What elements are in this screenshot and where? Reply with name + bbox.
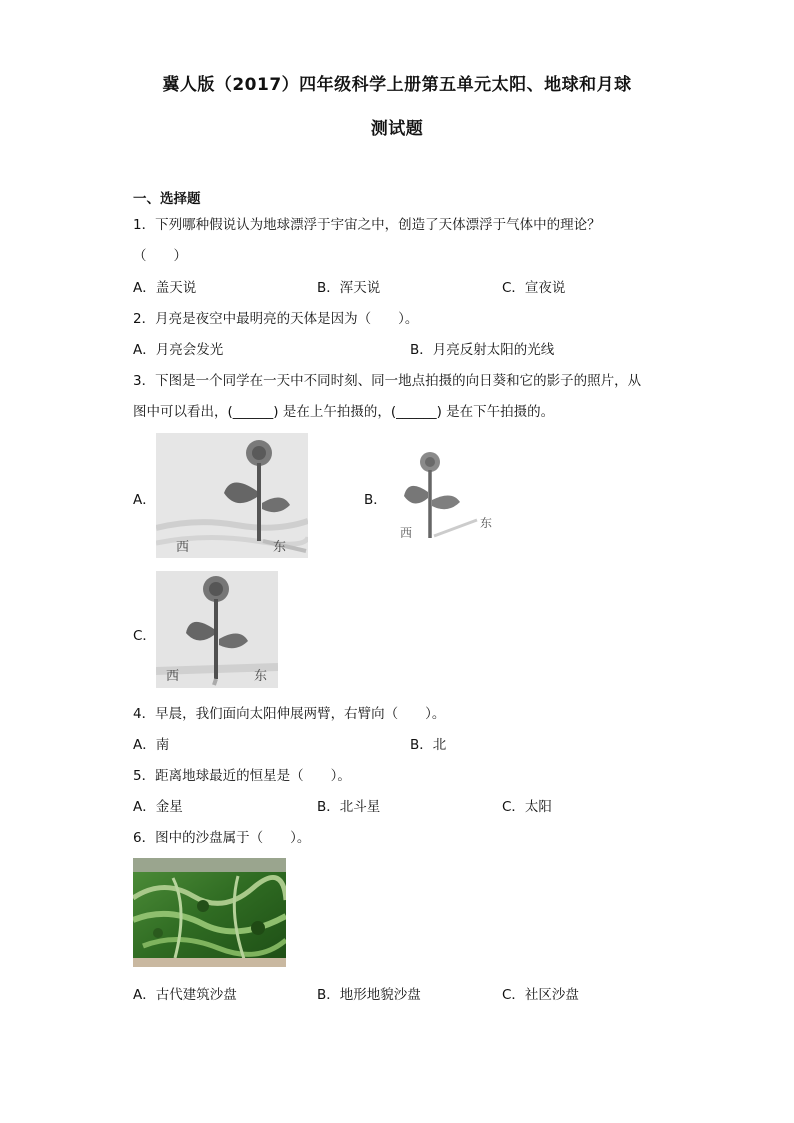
- document-title-line1: 冀人版（2017）四年级科学上册第五单元太阳、地球和月球: [162, 75, 632, 95]
- direction-label-west: 西: [400, 526, 413, 540]
- direction-label-east: 东: [480, 516, 493, 530]
- question-5-stem: 5．距离地球最近的恒星是（ ）。: [133, 768, 351, 784]
- question-4-option-a: A．南: [133, 737, 170, 753]
- question-6-option-c: C．社区沙盘: [502, 987, 579, 1003]
- question-1-stem: 1．下列哪种假说认为地球漂浮于宇宙之中，创造了天体漂浮于气体中的理论？: [133, 217, 601, 233]
- direction-label-east: 东: [273, 540, 287, 555]
- question-5-option-c: C．太阳: [502, 799, 552, 815]
- question-1-option-c: C．宣夜说: [502, 280, 566, 296]
- question-3-option-b-label: B．: [364, 492, 387, 508]
- sunflower-photo-b: [392, 448, 502, 543]
- question-2-stem: 2．月亮是夜空中最明亮的天体是因为（ ）。: [133, 311, 419, 327]
- question-3-option-c-label: C．: [133, 628, 156, 644]
- question-3-stem-line2: 图中可以看出，(______) 是在上午拍摄的，(______) 是在下午拍摄的。: [133, 404, 555, 420]
- direction-label-west: 西: [166, 669, 180, 684]
- question-6-option-b: B．地形地貌沙盘: [317, 987, 421, 1003]
- document-title-line2: 测试题: [370, 119, 424, 139]
- question-5-option-b: B．北斗星: [317, 799, 381, 815]
- sunflower-photo-a: [156, 433, 308, 558]
- question-1-answer-paren: （ ）: [133, 248, 187, 264]
- question-2-option-b: B．月亮反射太阳的光线: [410, 342, 555, 358]
- direction-label-east: 东: [254, 669, 268, 684]
- question-5-option-a: A．金星: [133, 799, 183, 815]
- question-6-option-a: A．古代建筑沙盘: [133, 987, 237, 1003]
- question-1-option-a: A．盖天说: [133, 280, 197, 296]
- question-2-option-a: A．月亮会发光: [133, 342, 224, 358]
- question-6-stem: 6．图中的沙盘属于（ ）。: [133, 830, 311, 846]
- section-heading-multiple-choice: 一、选择题: [133, 191, 201, 207]
- sand-table-photo: [133, 858, 286, 967]
- sunflower-photo-c: [156, 571, 278, 688]
- direction-label-west: 西: [176, 540, 190, 555]
- question-4-option-b: B．北: [410, 737, 447, 753]
- question-3-option-a-label: A．: [133, 492, 156, 508]
- question-1-option-b: B．浑天说: [317, 280, 381, 296]
- question-3-stem-line1: 3．下图是一个同学在一天中不同时刻、同一地点拍摄的向日葵和它的影子的照片，从: [133, 373, 642, 389]
- question-4-stem: 4．早晨，我们面向太阳伸展两臂，右臂向（ ）。: [133, 706, 446, 722]
